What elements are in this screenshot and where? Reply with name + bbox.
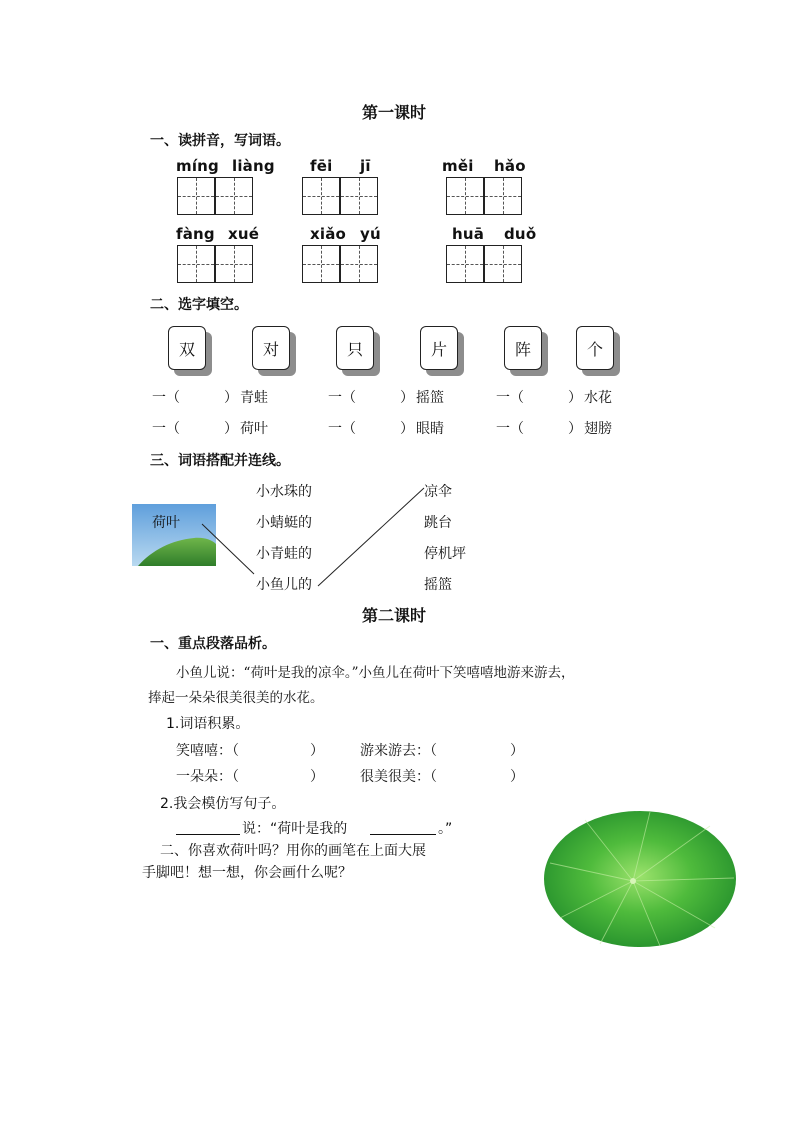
sub-question: 1.词语积累。	[166, 716, 250, 732]
fill-suffix: ）	[224, 390, 238, 406]
q1-heading: 一、读拼音，写词语。	[150, 133, 290, 149]
pinyin: huā	[452, 225, 485, 243]
q3-heading: 三、词语搭配并连线。	[150, 453, 290, 469]
match-line	[318, 488, 424, 586]
fill-word: 青蛙	[240, 390, 268, 406]
fill-word: 眼睛	[416, 421, 444, 437]
char-tile[interactable]: 个	[576, 326, 614, 370]
lotus-leaf-drawing[interactable]	[540, 808, 740, 950]
word-item: 笑嘻嘻：（	[176, 743, 239, 759]
fill-suffix: ）	[400, 390, 414, 406]
drawing-prompt-line: 二、你喜欢荷叶吗？用你的画笔在上面大展	[160, 843, 426, 859]
word-item: 一朵朵：（	[176, 769, 239, 785]
fill-word: 荷叶	[240, 421, 268, 437]
pinyin: duǒ	[504, 225, 537, 243]
match-line	[202, 524, 254, 574]
char-tile[interactable]: 对	[252, 326, 290, 370]
drawing-prompt-line: 手脚吧！想一想，你会画什么呢？	[142, 865, 352, 881]
word-close: ）	[310, 769, 324, 785]
fill-prefix: 一（	[328, 390, 356, 406]
match-subject: 荷叶	[152, 515, 180, 531]
match-middle[interactable]: 小蜻蜓的	[256, 515, 312, 531]
word-item: 很美很美：（	[360, 769, 437, 785]
pinyin: fēi	[310, 157, 333, 175]
imitate-middle: 说：“荷叶是我的	[242, 821, 348, 837]
q2-heading: 二、选字填空。	[150, 297, 248, 313]
fill-suffix: ）	[568, 421, 582, 437]
lesson2-title: 第二课时	[362, 606, 427, 625]
pinyin: míng	[176, 157, 219, 175]
pinyin: hǎo	[494, 157, 526, 175]
fill-prefix: 一（	[152, 421, 180, 437]
match-middle[interactable]: 小水珠的	[256, 484, 312, 500]
imitate-end: 。”	[438, 821, 453, 837]
word-close: ）	[510, 743, 524, 759]
fill-prefix: 一（	[152, 390, 180, 406]
fill-suffix: ）	[568, 390, 582, 406]
sub-question: 2.我会模仿写句子。	[160, 796, 286, 812]
char-tile[interactable]: 片	[420, 326, 458, 370]
fill-suffix: ）	[400, 421, 414, 437]
lesson1-title: 第一课时	[362, 103, 427, 122]
fill-prefix: 一（	[496, 390, 524, 406]
fill-suffix: ）	[224, 421, 238, 437]
fill-prefix: 一（	[328, 421, 356, 437]
imitate-blank[interactable]	[176, 820, 240, 835]
match-right[interactable]: 摇篮	[424, 577, 452, 593]
word-close: ）	[510, 769, 524, 785]
pinyin: yú	[360, 225, 381, 243]
word-item: 游来游去：（	[360, 743, 437, 759]
paragraph-line: 捧起一朵朵很美很美的水花。	[148, 690, 324, 706]
paragraph-line: 小鱼儿说：“荷叶是我的凉伞。”小鱼儿在荷叶下笑嘻嘻地游来游去，	[176, 665, 575, 681]
fill-word: 水花	[584, 390, 612, 406]
char-tile[interactable]: 只	[336, 326, 374, 370]
pinyin: liàng	[232, 157, 275, 175]
fill-word: 翅膀	[584, 421, 612, 437]
word-close: ）	[310, 743, 324, 759]
pinyin: měi	[442, 157, 474, 175]
pinyin: fàng	[176, 225, 215, 243]
l2-q1-heading: 一、重点段落品析。	[150, 636, 276, 652]
pinyin: xué	[228, 225, 260, 243]
char-tile[interactable]: 阵	[504, 326, 542, 370]
char-tile[interactable]: 双	[168, 326, 206, 370]
match-right[interactable]: 跳台	[424, 515, 452, 531]
imitate-blank[interactable]	[370, 820, 436, 835]
match-middle[interactable]: 小青蛙的	[256, 546, 312, 562]
pinyin: xiǎo	[310, 225, 347, 243]
match-right[interactable]: 停机坪	[424, 546, 466, 562]
match-right[interactable]: 凉伞	[424, 484, 452, 500]
fill-word: 摇篮	[416, 390, 444, 406]
fill-prefix: 一（	[496, 421, 524, 437]
pinyin: jī	[360, 157, 371, 175]
match-middle[interactable]: 小鱼儿的	[256, 577, 312, 593]
